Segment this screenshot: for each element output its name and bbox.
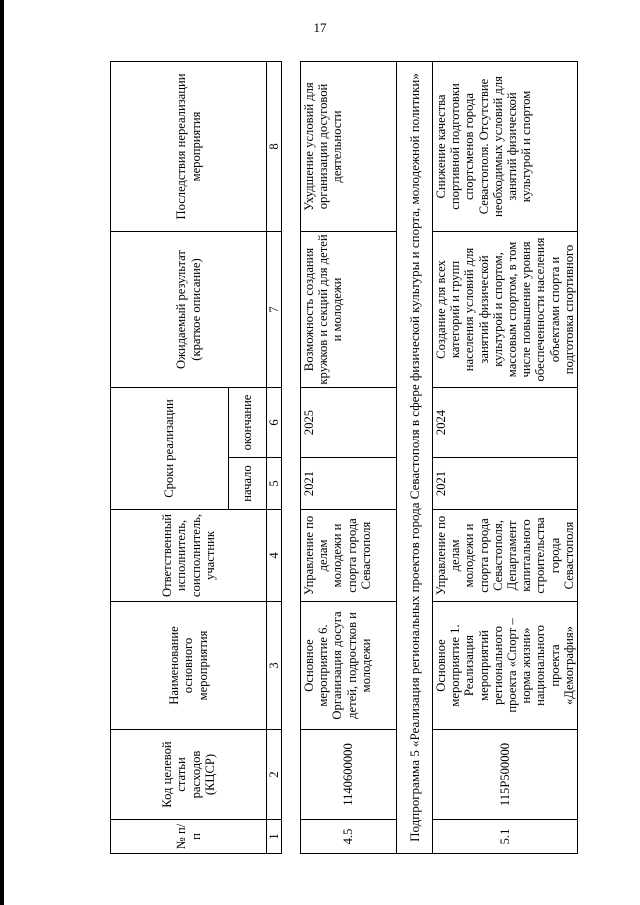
- row-start: 2021: [433, 458, 578, 510]
- col-number: 1: [267, 820, 282, 854]
- header-code: Код целевой статьи расходов (КЦСР): [111, 730, 267, 820]
- header-num: № п/п: [111, 820, 267, 854]
- table-body-block: [300, 62, 575, 854]
- scan-edge: [0, 0, 4, 905]
- header-responsible: Ответственный исполнитель, соисполнитель, участник: [111, 510, 267, 602]
- row-code: 115P500000: [433, 730, 578, 820]
- row-name: Основное мероприятие 1. Реализация мероприятий регионального проекта «Спорт – норма жизни» национального проекта «Демография»: [433, 602, 578, 730]
- row-start: 2021: [301, 458, 397, 510]
- col-number: 5: [267, 458, 282, 510]
- page-number: 17: [313, 20, 327, 35]
- row-consequences: Ухудшение условий для организации досуговой деятельности: [301, 62, 397, 232]
- header-result: Ожидаемый результат (краткое описание): [111, 232, 267, 388]
- header-consequences: Последствия нереализации мероприятия: [111, 62, 267, 232]
- row-end: 2025: [301, 388, 397, 458]
- row-num: 4.5: [301, 820, 397, 854]
- table-row: [301, 62, 397, 854]
- row-end: 2024: [433, 388, 578, 458]
- table-row: [433, 62, 578, 854]
- row-consequences: Снижение качества спортивной подготовки спортсменов города Севастополя. Отсутствие необходимых условий для занятий физической культурой и спортом: [433, 62, 578, 232]
- col-number: 3: [267, 602, 282, 730]
- col-number: 8: [267, 62, 282, 232]
- header-terms: Сроки реализации: [111, 388, 229, 510]
- row-code: 1140600000: [301, 730, 397, 820]
- col-number: 2: [267, 730, 282, 820]
- header-start: начало: [229, 458, 267, 510]
- table-body: [300, 61, 578, 854]
- row-name: Основное мероприятие 6. Организация досуга детей, подростков и молодежи: [301, 602, 397, 730]
- row-responsible: Управление по делам молодежи и спорта города Севастополя, Департамент капитального строительства города Севастополя: [433, 510, 578, 602]
- header-end: окончание: [229, 388, 267, 458]
- row-responsible: Управление по делам молодежи и спорта города Севастополя: [301, 510, 397, 602]
- header-name: Наименование основного мероприятия: [111, 602, 267, 730]
- table-header: [110, 61, 282, 854]
- row-result: Возможность создания кружков и секций для детей и молодежи: [301, 232, 397, 388]
- col-number: 4: [267, 510, 282, 602]
- table-header-block: [110, 62, 300, 854]
- row-result: Создание для всех категорий и групп населения условий для занятий физической культурой и спортом, массовым спортом, в том числе повышение уровня обеспеченности населения объектами спорта и подготовка спортивного: [433, 232, 578, 388]
- col-number: 6: [267, 388, 282, 458]
- subprogram-title: Подпрограмма 5 «Реализация региональных проектов города Севастополя в сфере физической культуры и спорта, молодежной политики»: [397, 62, 433, 854]
- row-num: 5.1: [433, 820, 578, 854]
- col-number: 7: [267, 232, 282, 388]
